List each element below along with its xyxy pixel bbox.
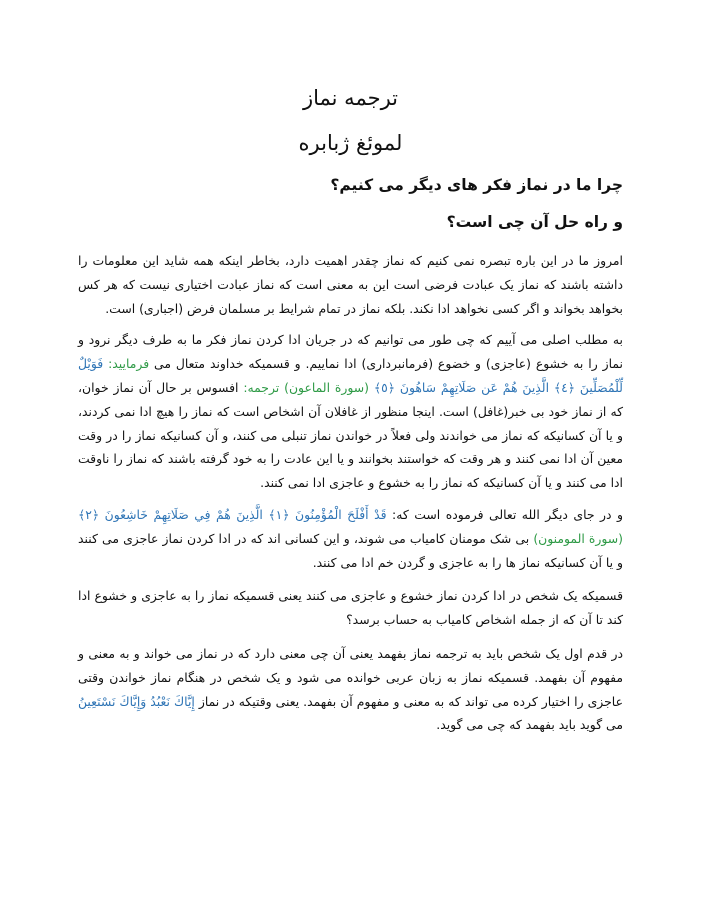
paragraph-muminun [78, 503, 623, 574]
document-title: ترجمه نماز [302, 86, 398, 110]
paragraph-translation-text-b: می گوید باید بفهمد که چی می گوید. [436, 717, 623, 733]
farmayad-label: فرمایید: [108, 356, 150, 372]
paragraph-translation-text-a: در قدم اول یک شخص باید به ترجمه نماز بفهمد یعنی آن چی معنی دارد که در نماز می خواند و به معنی و مفهوم آن بفهمد. قسمیکه نماز به زبان عربی خوانده می شود و یک شخص در هنگام نماز خواندن وقتی عاجزی را اختیار کرده می تواند که به معنی و مفهوم آن بفهمد. یعنی وقتیکه در نماز [78, 645, 623, 709]
quran-verse-maun: فَوَيْلٌ لِّلْمُصَلِّينَ ﴿٤﴾ الَّذِينَ هُمْ عَن صَلَاتِهِمْ سَاهُونَ ﴿٥﴾ [78, 356, 623, 395]
paragraph-intro: امروز ما در این باره تبصره نمی کنیم که نماز چقدر اهمیت دارد، بخاطر اینکه همه شاید این معلومات را داشته باشند که نماز یک عبادت فرضی است این به معنی است که نماز عبادت اختیاری نیست که هر کس بخواهد بخواند و اگر کسی نخواهد ادا نکند. بلکه نماز در تمام شرایط بر مسلمان فرض (اجباری) است. [78, 253, 623, 316]
paragraph-translation [78, 642, 623, 737]
document-subtitle: لموئغ ژبابره [298, 131, 403, 155]
surah-reference-maun: (سورة الماعون) [284, 379, 369, 395]
surah-reference-muminun: (سورة المومنون) [533, 530, 624, 546]
heading-solution: و راه حل آن چی است؟ [446, 213, 623, 231]
tarjoma-label: ترجمه: [243, 379, 280, 395]
paragraph-khushu: قسمیکه یک شخص در ادا کردن نماز خشوع و عاجزی می کنند یعنی قسمیکه نماز را به عاجزی و خشوع ادا کند تا آن که از جمله اشخاص کامیاب به حساب برسد؟ [78, 588, 623, 628]
quran-verse-fatiha: إِيَّاكَ نَعْبُدُ وَإِيَّاكَ نَسْتَعِينُ [78, 693, 195, 709]
paragraph-muminun-text-b: بی شک مومنان کامیاب می شوند، و این کسانی اند که در ادا کردن نماز عاجزی می کنند و یا آن کسانیکه نماز ها را به عاجزی و گردن خم ادا می کنند. [78, 530, 623, 570]
quran-verse-muminun: قَدْ أَفْلَحَ الْمُؤْمِنُونَ ﴿١﴾ الَّذِينَ هُمْ فِي صَلَاتِهِمْ خَاشِعُونَ ﴿٢﴾ [78, 506, 387, 522]
paragraph-main-text-a: به مطلب اصلی می آییم که چی طور می توانیم که در جریان ادا کردن نماز فکر ما به طرف دیگر نرود و نماز را به خشوع (عاجزی) و خضوع (فرمانبرداری) ادا نماییم. و قسمیکه خداوند متعال می [78, 332, 623, 372]
heading-question: چرا ما در نماز فکر های دیگر می کنیم؟ [330, 176, 623, 194]
paragraph-main [78, 328, 623, 495]
paragraph-muminun-text-a: و در جای دیگر الله تعالی فرموده است که: [392, 506, 623, 522]
paragraph-main-text-b: افسوس بر حال آن نماز خوان، که از نماز خود بی خبر(غافل) است. اینجا منظور از غافلان آن اشخاص است که نماز را هیچ ادا نمی کردند، و یا آن کسانیکه که نماز می خواندند ولی فعلاً در خواندن نماز تنبلی می کنند، و آن کسانیکه نماز را در وقت معین آن ادا نمی کنند و هر وقت که خواستند بخوانند و یا این عادت را به خود گرفته باشند که نماز را ناوقت ادا می کنند و یا آن کسانیکه که نماز را به خشوع و عاجزی ادا نمی کنند. [78, 379, 623, 491]
